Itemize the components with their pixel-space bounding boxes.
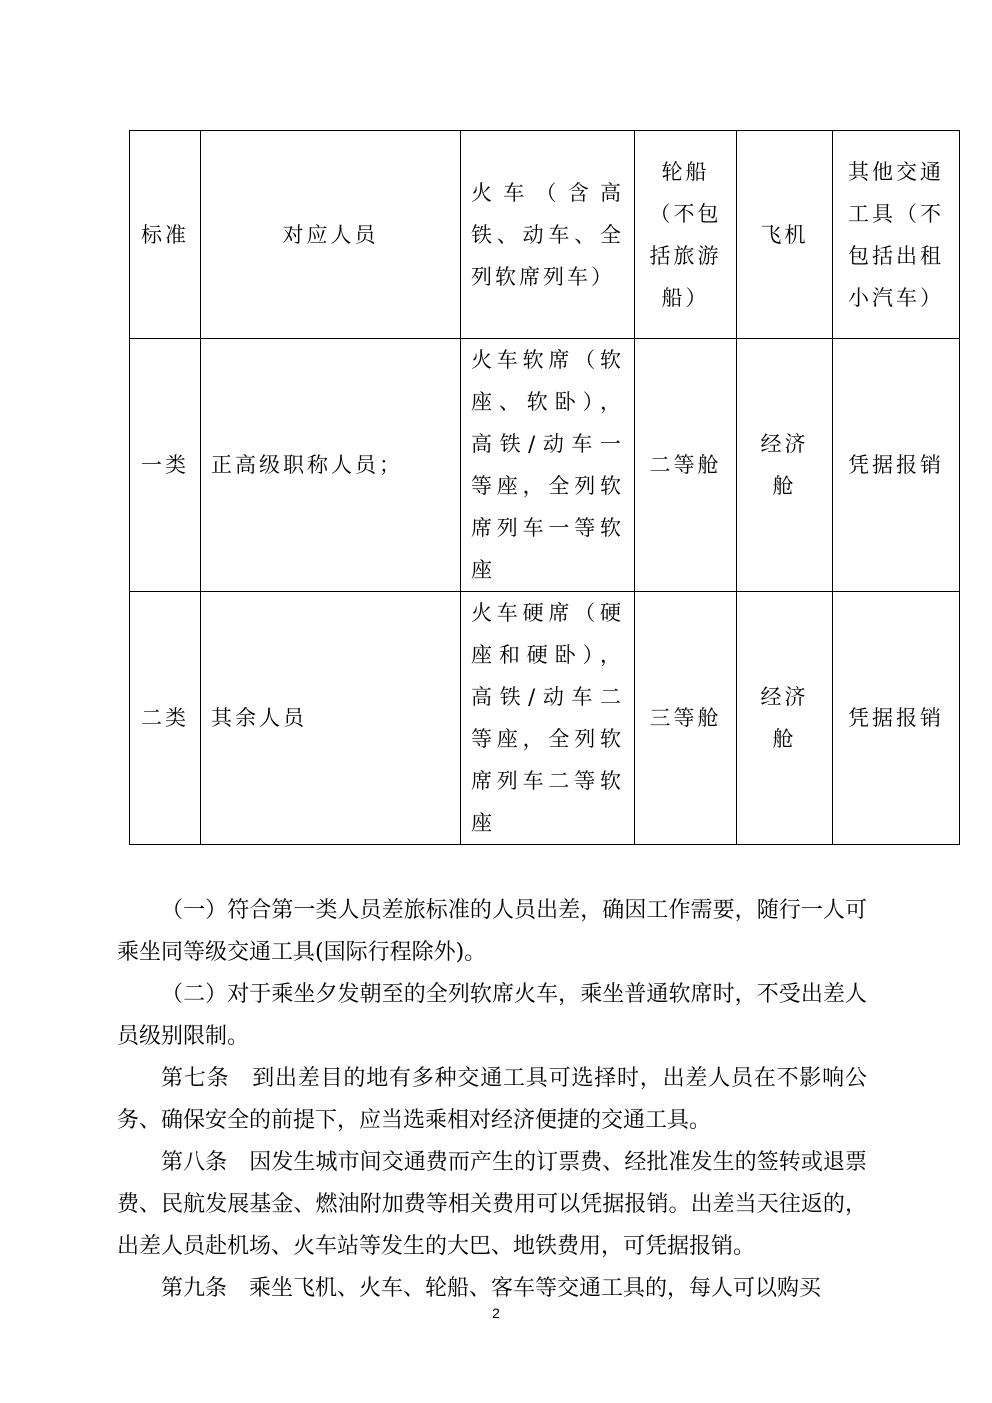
transport-standard-table (129, 130, 960, 845)
table-row (130, 339, 960, 592)
header-plane: 飞机 (737, 131, 833, 339)
row-other: 凭据报销 (833, 592, 960, 845)
header-personnel: 对应人员 (201, 131, 461, 339)
header-other: 其他交通工具（不包括出租小汽车） (833, 131, 960, 339)
paragraph-clause-2: （二）对于乘坐夕发朝至的全列软席火车，乘坐普通软席时，不受出差人员级别限制。 (117, 982, 867, 1049)
header-standard: 标准 (130, 131, 201, 339)
row-personnel: 其余人员 (201, 592, 461, 845)
row-ship: 二等舱 (635, 339, 737, 592)
row-train: 火车硬席（硬座和硬卧），高铁/动车二等座，全列软席列车二等软座 (461, 592, 635, 845)
row-standard: 一类 (130, 339, 201, 592)
paragraph-clause-1: （一）符合第一类人员差旅标准的人员出差，确因工作需要，随行一人可乘坐同等级交通工具(国际行程除外)。 (117, 898, 867, 965)
table-row (130, 592, 960, 845)
row-ship: 三等舱 (635, 592, 737, 845)
paragraph-article-8: 第八条 因发生城市间交通费而产生的订票费、经批准发生的签转或退票费、民航发展基金、燃油附加费等相关费用可以凭据报销。出差当天往返的，出差人员赴机场、火车站等发生的大巴、地铁费用，可凭据报销。 (117, 1150, 867, 1259)
paragraph-article-7: 第七条 到出差目的地有多种交通工具可选择时，出差人员在不影响公务、确保安全的前提下，应当选乘相对经济便捷的交通工具。 (117, 1066, 867, 1133)
page-number: 2 (492, 1305, 500, 1321)
table-header-row (130, 131, 960, 339)
row-standard: 二类 (130, 592, 201, 845)
row-personnel: 正高级职称人员； (201, 339, 461, 592)
header-ship: 轮船（不包括旅游船） (635, 131, 737, 339)
row-plane: 经济舱 (737, 592, 833, 845)
row-train: 火车软席（软座、软卧），高铁/动车一等座，全列软席列车一等软座 (461, 339, 635, 592)
header-train: 火车（含高铁、动车、全列软席列车） (461, 131, 635, 339)
paragraph-article-9: 第九条 乘坐飞机、火车、轮船、客车等交通工具的，每人可以购买 (161, 1276, 822, 1301)
row-other: 凭据报销 (833, 339, 960, 592)
row-plane: 经济舱 (737, 339, 833, 592)
